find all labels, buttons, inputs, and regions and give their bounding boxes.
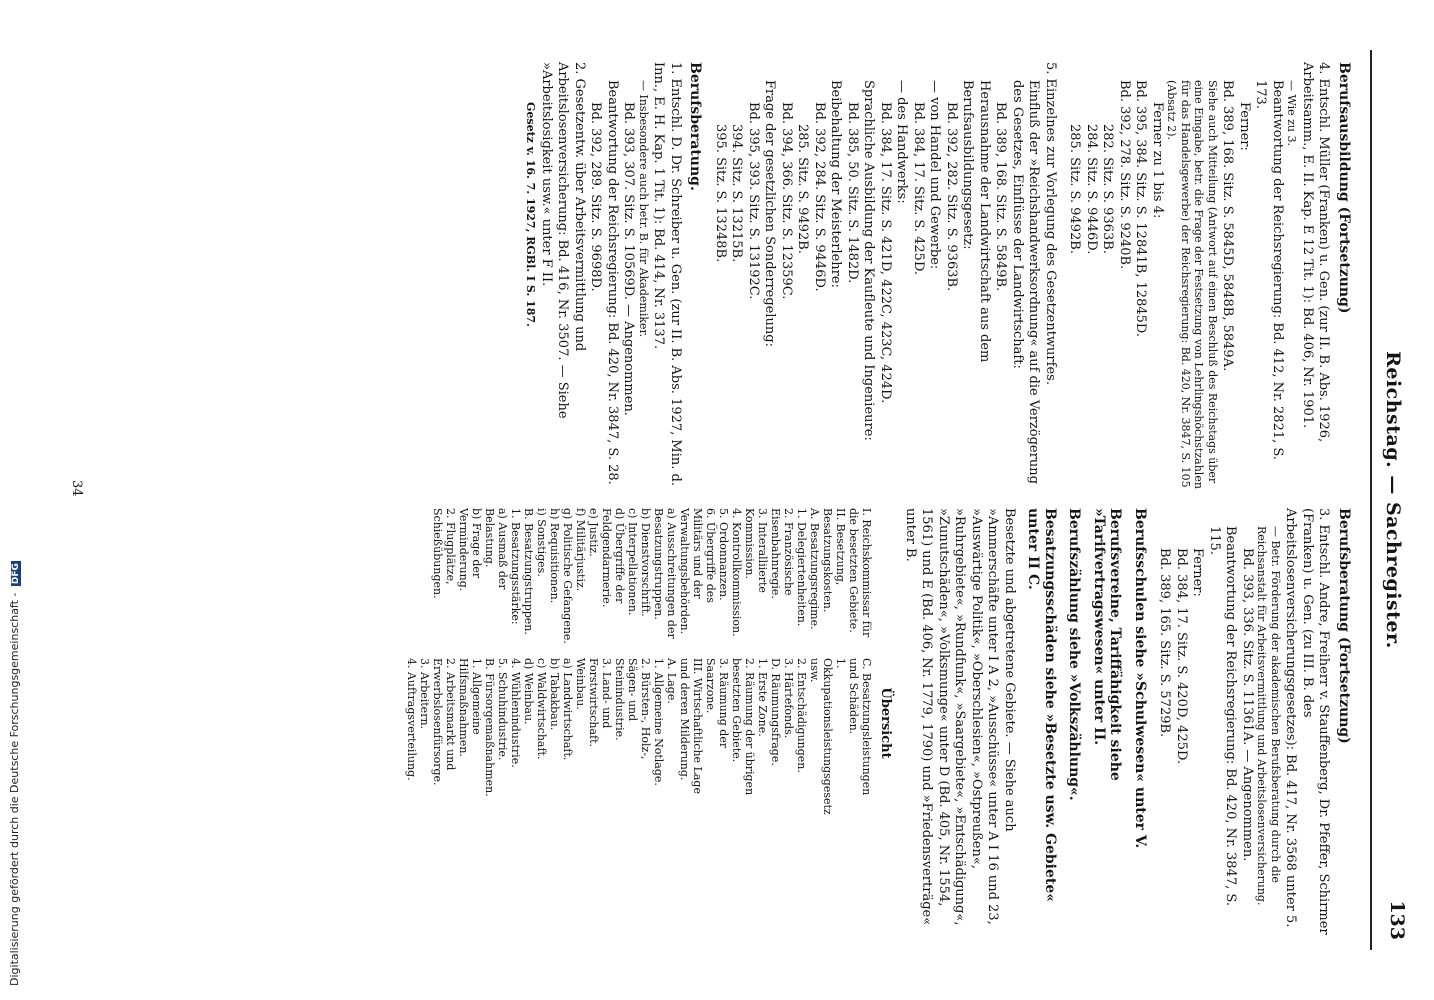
overview-item: e) Justiz. [587,508,600,557]
entry-block [1156,508,1332,938]
overview-item: D. Räumungsfrage. [769,658,782,766]
overview-column-2 [405,658,873,815]
overview-item: 1. Erste Zone. [756,658,769,737]
dfg-logo-icon: DFG [11,563,21,585]
running-title: Reichstag. — Sachregister. [1382,351,1404,649]
entry-block [712,62,1059,492]
entry-line: Bd. 395, 393. Sitz. S. 13192C. [746,102,761,300]
entry-line: 395. Sitz. S. 13248B. [713,124,728,263]
overview-item: 3. Härtefonds. [782,658,795,739]
overview-item: 6. Übergriffe des Militärs und der Verwaltungsbehörden. [678,508,717,635]
overview-item: 2. Arbeitsmarkt und Erwerbslosenfürsorge. [431,658,457,786]
entry-line: Bd. 395, 384. Sitz. S. 12841B, 12845D. [1133,80,1149,338]
entry-line: Bd. 392, 282. Sitz. S. 9363B. [944,102,959,292]
overview-item: II. Besetzung, Besatzungskosten. [821,508,847,613]
overview-item: 5. Ordonnanzen. [717,508,730,601]
entry-line: 2. Gesetzentw. über Arbeitsvermittlung und Arbeitslosenversicherung: Bd. 416, Nr. 3507. — Siehe »Arbeitslosigkeit usw.« unter F II. [539,62,587,419]
overview-item: 2. Räumung der übrigen besetzten Gebiete. [730,658,756,796]
entry-line: 284. Sitz. S. 9446D. [1084,124,1099,255]
entry-line: 394. Sitz. S. 13215B. [729,124,745,263]
entry-line: Beantwortung der Reichsregierung: Bd. 420, Nr. 3847, S. 115. [1207,526,1239,906]
entry-line: Beantwortung der Reichsregierung: Bd. 412, Nr. 2821, S. 173. [1253,80,1285,460]
overview-item: 1. Delegiertenheiten. [795,508,808,627]
overview-item: A. Lage. [665,658,678,704]
header-rule [1370,50,1372,950]
entry-line: — Betr. Förderung der akademischen Berufsberatung durch die Reichsanstalt für Arbeitsvermittlung und Arbeitslosenversicherung. [1255,526,1282,906]
overview-item: 2. Französische Eisenbahnregie. [769,508,795,599]
overview-item: d) Weinbau. [522,658,535,725]
entry-line: Bd. 389, 168. Sitz. S. 5849B. [993,102,1009,292]
index-section: Berufsschulen siehe »Schulwesen« unter V. [1132,508,1148,849]
entry-line: Bd. 393, 307. Sitz. S. 10569D. — Angenommen. [621,102,637,416]
overview-item: b) Frage der Verminderung. [457,508,483,592]
credit-text: Digitalisierung gefördert durch die Deutsche Forschungsgemeinschaft - [8,592,21,986]
digitization-credit [8,561,21,986]
entry-line: Bd. 392, 289. Sitz. S. 9698D. [588,102,604,292]
index-section: Berufsvereine, Tariffähigkeit siehe »Tarifvertragswesen« unter II. [1091,508,1124,781]
section-heading: Berufsberatung. [687,62,704,191]
overview-item: 2. Bürsten-, Holz-, Sägen- und Steinindustrie. [613,658,652,760]
entry-line: — von Handel und Gewerbe: [927,80,943,270]
entry-line: Beibehaltung der Meisterlehre: [828,80,844,288]
index-section: Besetzte und abgetretene Gebiete. — Siehe auch »Ammerschäfte unter I A 2, »Ausschüsse« unter A I 16 und 23, »Auswärtige Politik«, »Oberschlesien«, »Ostpreußen«, »Ruhrgebiete«, »Rundfunk«, »Saargebiete«, »Entschädigung«, »Zunutschäden«, »Volksmunge« unter D (Bd. 405, Nr. 1554, 1561) und E (Bd. 406, Nr. 1779, 1790) und »Friedensverträge« unter B. [903,508,1017,926]
overview-item: 4. Kontrollkommission. [730,508,743,637]
page-header [1382,60,1422,940]
entry-line: Bd. 392, 278. Sitz. S. 9240B. [1117,80,1132,270]
entry-line: 1. Entschl. D. Dr. Schreiber u. Gen. (zur II. B. Abs. 1927, Min. d. Inn., E. H. Kap. 1 Tit. 1): Bd. 414, Nr. 3137. [651,62,683,486]
overview-grid [405,508,873,938]
overview-block [405,508,894,938]
entry-line: 285. Sitz. S. 9492B. [1067,124,1083,254]
overview-item: i) Sonstiges. [535,508,548,577]
entry-line: Bd. 385, 50. Sitz. S. 1482D. [845,102,860,284]
overview-item: 1. Allgemeine Hilfsmaßnahmen. [457,658,483,757]
overview-item: 3. Interalliierte Kommission. [743,508,769,593]
entry-line: 282. Sitz. S. 9363B. [1100,124,1116,254]
overview-item: c) Waldwirtschaft. [535,658,548,760]
overview-item: a) Ausmaß der Belastung. [483,508,509,590]
entry-line: Beantwortung der Reichsregierung: Bd. 420, Nr. 3847, S. 28. [605,80,620,485]
entry-line: Herausnahme der Landwirtschaft aus dem Berufsausbildungsgesetz: [960,80,992,363]
overview-item: b) Dienstvorschrift. [639,508,652,617]
entry-line: 4. Entschl. Müller (Franken) u. Gen. (zur II. B. Abs. 1926, Arbeitsamm., E. II. Kap. E 12 Tit. 1): Bd. 406, Nr. 1901. [1300,62,1332,443]
entry-line: Gesetz v. 16. 7. 1927, RGBl. I S. 187. [524,102,538,327]
entry-line: Ferner: [1237,102,1252,151]
overview-title: Übersicht [878,687,894,759]
entry-line: Siehe auch Mitteilung (Antwort auf einen Beschluß des Reichstags über eine Eingabe, betr. die Frage der Festsetzung von Lehrlingshöchstzahlen für das Handelsgewerbe) der Reichsregierung: Bd. 420, Nr. 3847, S. 105 (Absatz 2). [1165,80,1219,489]
entry-line: Sprachliche Ausbildung der Kaufleute und Ingenieure: [861,80,877,441]
overview-item: 1. Allgemeine Notlage. [652,658,665,786]
overview-item: 3. Land- und Forstwirtschaft. Weinbau. [574,658,613,748]
overview-column-1 [405,508,873,648]
overview-item: C. Besatzungsleistungen und Schäden. [847,658,873,796]
overview-item: B. Besatzungstruppen. [522,508,535,635]
overview-item: g) Politische Gefangene. [561,508,574,644]
index-section: Berufszählung siehe »Volkszählung«. [1066,508,1083,801]
overview-item: 3. Arbeitern. [418,658,431,730]
entry-line: Ferner: [1190,548,1206,597]
overview-item: d) Übergriffe der Feldgendarmerie. [600,508,626,608]
index-section: Besatzungsschäden siehe »Besetzte usw. Gebiete« unter II C. [1025,508,1058,903]
overview-item: 2. Flugplätze, Schießübungen. [431,508,457,599]
overview-item: a) Ausschreitungen der Besatzungstruppen. [652,508,678,639]
entry-block [1066,62,1332,492]
entry-line: Bd. 389, 165. Sitz. S. 5729B. [1157,548,1173,738]
overview-item: B. Fürsorgemaßnahmen. [483,658,496,797]
entry-line: Bd. 384, 17. Sitz. S. 420D, 425D. [1174,548,1189,765]
entry-line: — Insbesondere auch betr. B. für Akademiker. [637,80,650,338]
entry-line: Bd. 393, 336. Sitz. S. 11361A. — Angenommen. [1240,548,1255,862]
entry-line: Einfluß der »Reichshandwerksordnung« auf die Verzögerung des Gesetzes, Einflüsse der Landwirtschaft: [1010,80,1042,484]
entry-line: Bd. 384, 17. Sitz. S. 421D, 422C, 423C, 424D. [878,102,893,404]
entry-line: — Wie zu 3. [1285,80,1299,147]
overview-item: 1. Okkupationsleistungsgesetz usw. [808,658,847,815]
overview-item: a) Landwirtschaft. [561,658,574,761]
overview-item: 3. Räumung der Saarzone. [704,658,730,749]
section-heading: Berufsausbildung (Fortsetzung) [1336,62,1352,314]
overview-item: A. Besatzungsregime. [808,508,821,630]
entry-line: Bd. 389, 168. Sitz. S. 5845D, 5848B, 5849A. [1220,80,1236,372]
overview-item: III. Wirtschaftliche Lage und deren Milderung. [678,658,704,794]
overview-item: I. Reichskommissar für die besetzten Gebiete. [847,508,873,638]
entry-line: 3. Entschl. Andre, Freiherr v. Stauffenberg, Dr. Pfeffer, Schirmer (Franken) u. Gen. (zu III. B. des Arbeitslosenversicherungsgesetzes): Bd. 417, Nr. 3568 unter 5. [1283,508,1332,935]
overview-item: 4. Wühlenindustrie. [509,658,522,768]
entry-line: — des Handwerks: [894,80,910,204]
overview-item: h) Requisitionen. [548,508,561,604]
overview-item: 1. Besatzungsstärke: [509,508,522,625]
overview-item: 4. Auftragsverteilung. [405,658,418,781]
right-column [405,508,1354,938]
entry-line: Ferner zu 1 bis 4: [1150,102,1165,219]
overview-item: 2. Entschädigungen. [795,658,808,773]
entry-line: Frage der gesetzlichen Sonderregelung: [762,80,778,347]
overview-item: f) Militärjustiz. [574,508,587,592]
page-number: 133 [1386,900,1408,940]
entry-line: 5. Einzelnes zur Vorlegung des Gesetzentwurfes. [1043,62,1058,385]
entry-line: Bd. 394, 366. Sitz. S. 12359C. [779,102,794,300]
overview-item: b) Tabakbau. [548,658,561,731]
footer-number: 34 [69,480,84,497]
overview-item: 5. Schuhindustrie. [496,658,509,761]
entry-line: Bd. 392, 284. Sitz. S. 9446D. [812,102,827,292]
section-heading: Berufsberatung (Fortsetzung) [1336,508,1352,744]
left-column [516,62,1354,492]
entry-line: Bd. 384, 17. Sitz. S. 425D. [911,102,926,276]
overview-item: c) Interpellationen. [626,508,639,616]
entry-block [524,62,683,492]
entry-line: 285. Sitz. S. 9492B. [795,124,811,254]
